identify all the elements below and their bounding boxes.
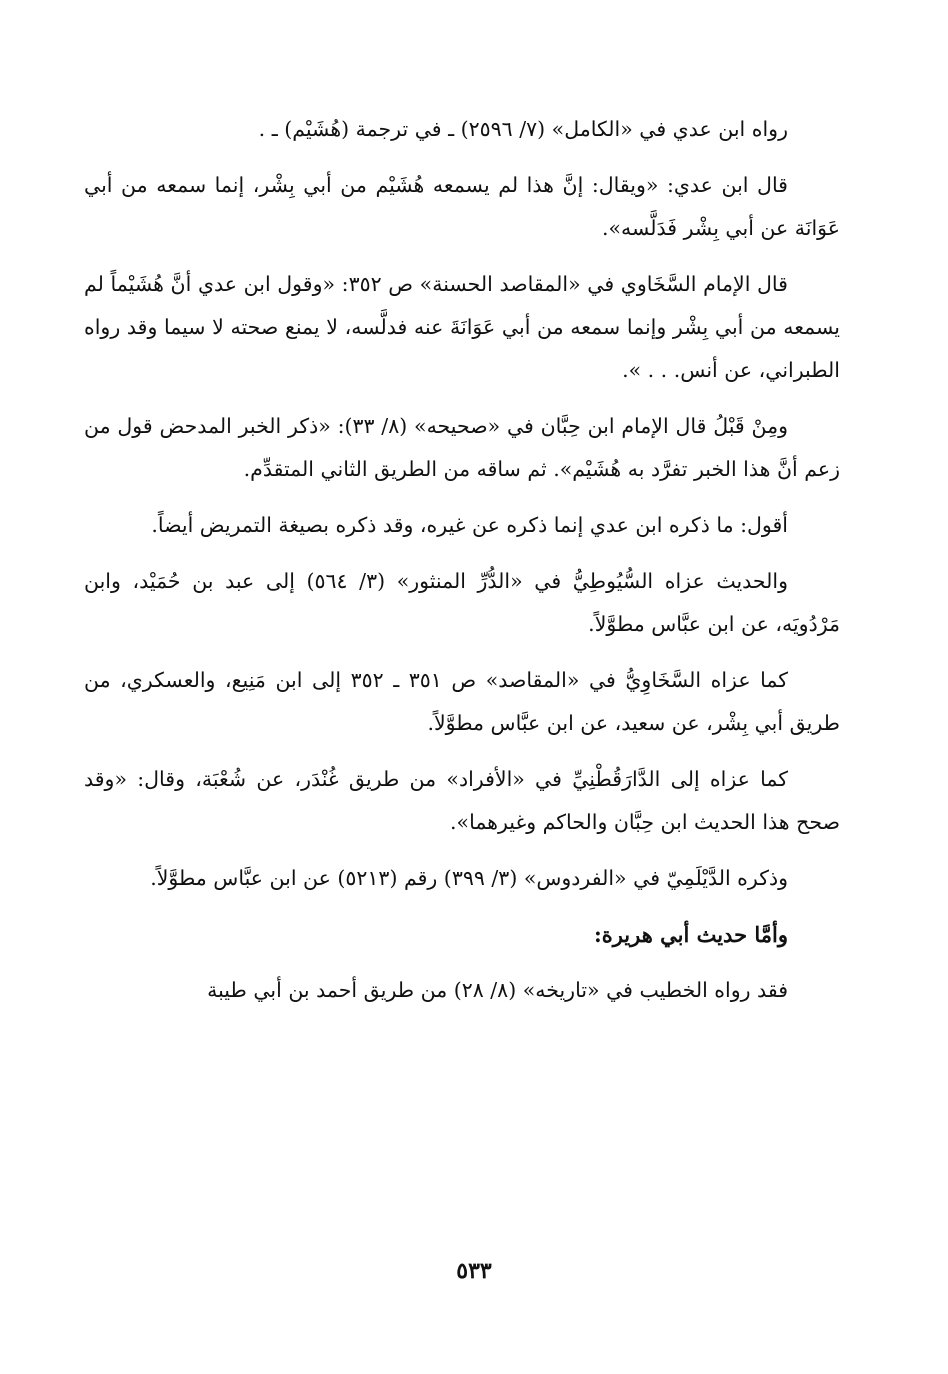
paragraph-ibn-adi-kamil: رواه ابن عدي في «الكامل» (٧/ ٢٥٩٦) ـ في ترجمة (هُشَيْم) ـ . <box>258 117 788 141</box>
paragraph-author-comment: أقول: ما ذكره ابن عدي إنما ذكره عن غيره، وقد ذكره بصيغة التمريض أيضاً. <box>151 513 788 537</box>
paragraph-ibn-adi-quote: قال ابن عدي: «ويقال: إنَّ هذا لم يسمعه هُشَيْم من أبي بِشْر، إنما سمعه من أبي عَوَانَة عن أبي بِشْر فَدَلَّسه». <box>84 173 840 240</box>
paragraph-daylami: وذكره الدَّيْلَمِيّ في «الفردوس» (٣/ ٣٩٩) رقم (٥٢١٣) عن ابن عبَّاس مطوَّلاً. <box>150 866 788 890</box>
paragraph-sakhawi-maqasid: قال الإمام السَّخَاوي في «المقاصد الحسنة» ص ٣٥٢: «وقول ابن عدي أنَّ هُشَيْماً لم يسمعه من أبي بِشْر وإنما سمعه من أبي عَوَانَةَ عنه فدلَّسه، لا يمنع صحته لا سيما وقد رواه الطبراني، عن أنس. . . ». <box>84 272 840 382</box>
paragraph-daraqutni: كما عزاه إلى الدَّارَقُطْنِيِّ في «الأفراد» من طريق غُنْدَر، عن شُعْبَة، وقال: «وقد صحح هذا الحديث ابن حِبَّان والحاكم وغيرهما». <box>84 767 840 834</box>
page-body <box>84 108 840 1025</box>
page-number: ٥٣٣ <box>456 1258 492 1284</box>
paragraph-khatib: فقد رواه الخطيب في «تاريخه» (٨/ ٢٨) من طريق أحمد بن أبي طيبة <box>207 978 788 1002</box>
paragraph-sakhawi-ibn-mani: كما عزاه السَّخَاوِيُّ في «المقاصد» ص ٣٥١ ـ ٣٥٢ إلى ابن مَنِيع، والعسكري، من طريق أبي بِشْر، عن سعيد، عن ابن عبَّاس مطوَّلاً. <box>84 668 840 735</box>
paragraph-suyuti: والحديث عزاه السُّيُوطِيُّ في «الدُّرِّ المنثور» (٣/ ٥٦٤) إلى عبد بن حُمَيْد، وابن مَرْدُويَه، عن ابن عبَّاس مطوَّلاً. <box>84 569 840 636</box>
section-heading-abu-hurayra: وأمَّا حديث أبي هريرة: <box>593 922 788 947</box>
paragraph-ibn-hibban: ومِنْ قَبْلُ قال الإمام ابن حِبَّان في «صحيحه» (٨/ ٣٣): «ذكر الخبر المدحض قول من زعم أنَّ هذا الخبر تفرَّد به هُشَيْم». ثم ساقه من الطريق الثاني المتقدِّم. <box>84 414 840 481</box>
